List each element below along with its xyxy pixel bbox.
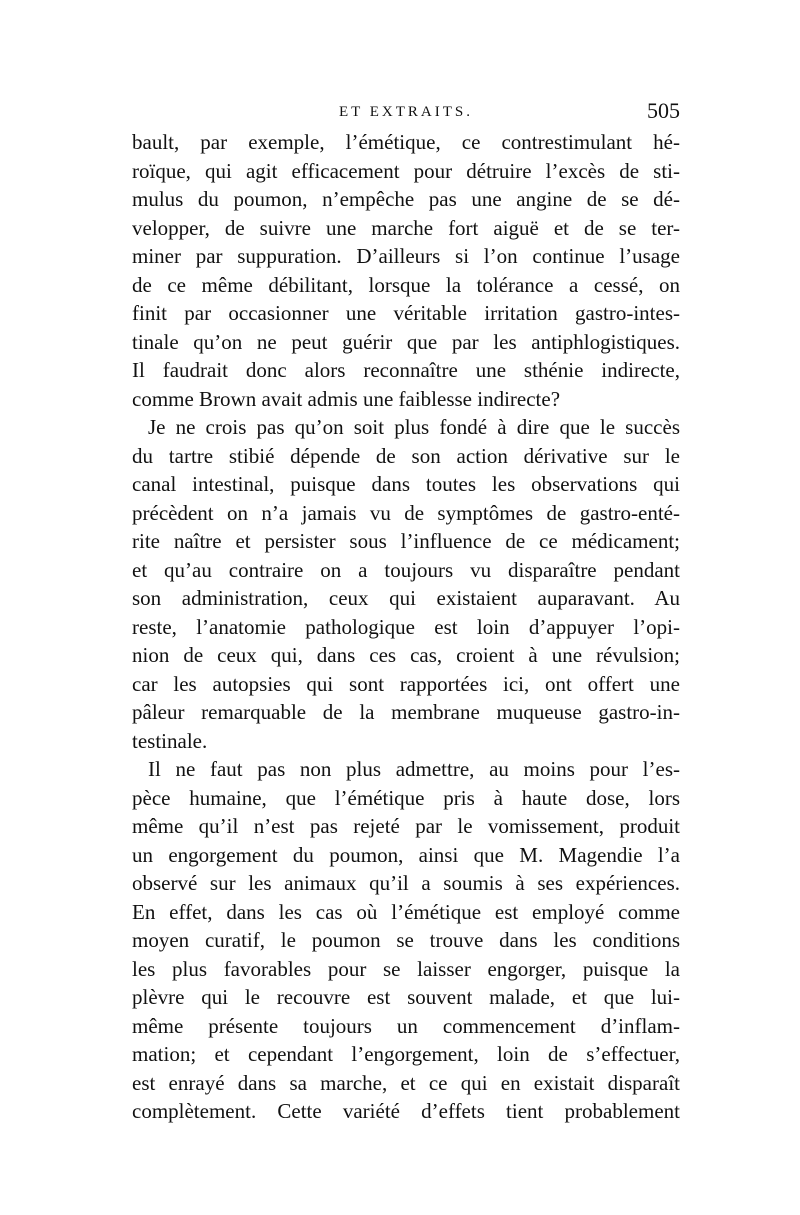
text-line: complètement. Cette variété d’effets tient probablement xyxy=(132,1099,680,1123)
paragraph-1 xyxy=(132,128,680,413)
text-line: est enrayé dans sa marche, et ce qui en existait disparaît xyxy=(132,1070,680,1095)
text-line: roïque, qui agit efficacement pour détruire l’excès de sti- xyxy=(132,158,680,183)
running-title: ET EXTRAITS. xyxy=(338,104,474,120)
text-line: un engorgement du poumon, ainsi que M. Magendie l’a xyxy=(132,842,680,867)
text-line: les plus favorables pour se laisser engorger, puisque la xyxy=(132,956,680,981)
text-line: pâleur remarquable de la membrane muqueuse gastro-in- xyxy=(132,700,680,724)
running-head xyxy=(132,98,680,128)
text-line: velopper, de suivre une marche fort aiguë et de se ter- xyxy=(132,215,680,240)
text-line: et qu’au contraire on a toujours vu disparaître pendant xyxy=(132,557,680,582)
text-line: testinale. xyxy=(132,728,208,753)
text-line: moyen curatif, le poumon se trouve dans les conditions xyxy=(132,928,680,952)
paragraph-3 xyxy=(132,755,680,1126)
text-line: rite naître et persister sous l’influence de ce médicament; xyxy=(132,529,680,553)
text-line: comme Brown avait admis une faiblesse indirecte? xyxy=(132,386,561,411)
text-line: plèvre qui le recouvre est souvent malade, et que lui- xyxy=(132,985,680,1009)
text-line: tinale qu’on ne peut guérir que par les antiphlogistiques. xyxy=(132,329,680,354)
text-line: même présente toujours un commencement d’inflam- xyxy=(132,1013,680,1038)
body-text xyxy=(132,128,680,1126)
paragraph-2 xyxy=(132,413,680,755)
text-line: de ce même débilitant, lorsque la tolérance a cessé, on xyxy=(132,272,680,297)
text-line: Je ne crois pas qu’on soit plus fondé à dire que le succès xyxy=(148,415,680,439)
text-line: car les autopsies qui sont rapportées ici, ont offert une xyxy=(132,671,680,696)
text-line: son administration, ceux qui existaient auparavant. Au xyxy=(132,586,680,610)
text-line: canal intestinal, puisque dans toutes les observations qui xyxy=(132,472,680,496)
text-line: finit par occasionner une véritable irritation gastro-intes- xyxy=(132,301,680,325)
text-line: reste, l’anatomie pathologique est loin d’appuyer l’opi- xyxy=(132,614,680,639)
page-number: 505 xyxy=(647,98,680,123)
text-line: même qu’il n’est pas rejeté par le vomissement, produit xyxy=(132,814,680,838)
text-line: mulus du poumon, n’empêche pas une angine de se dé- xyxy=(132,187,680,211)
text-line: pèce humaine, que l’émétique pris à haute dose, lors xyxy=(132,785,680,810)
text-line: observé sur les animaux qu’il a soumis à ses expériences. xyxy=(132,871,680,895)
text-line: nion de ceux qui, dans ces cas, croient à une révulsion; xyxy=(132,643,680,667)
text-line: miner par suppuration. D’ailleurs si l’on continue l’usage xyxy=(132,244,680,268)
text-line: précèdent on n’a jamais vu de symptômes de gastro-enté- xyxy=(132,500,680,525)
text-line: bault, par exemple, l’émétique, ce contrestimulant hé- xyxy=(132,130,680,154)
text-line: mation; et cependant l’engorgement, loin de s’effectuer, xyxy=(132,1042,680,1066)
text-line: Il ne faut pas non plus admettre, au moins pour l’es- xyxy=(148,757,680,781)
text-line: Il faudrait donc alors reconnaître une sthénie indirecte, xyxy=(132,358,680,382)
text-line: du tartre stibié dépende de son action dérivative sur le xyxy=(132,443,680,468)
text-line: En effet, dans les cas où l’émétique est employé comme xyxy=(132,899,680,924)
